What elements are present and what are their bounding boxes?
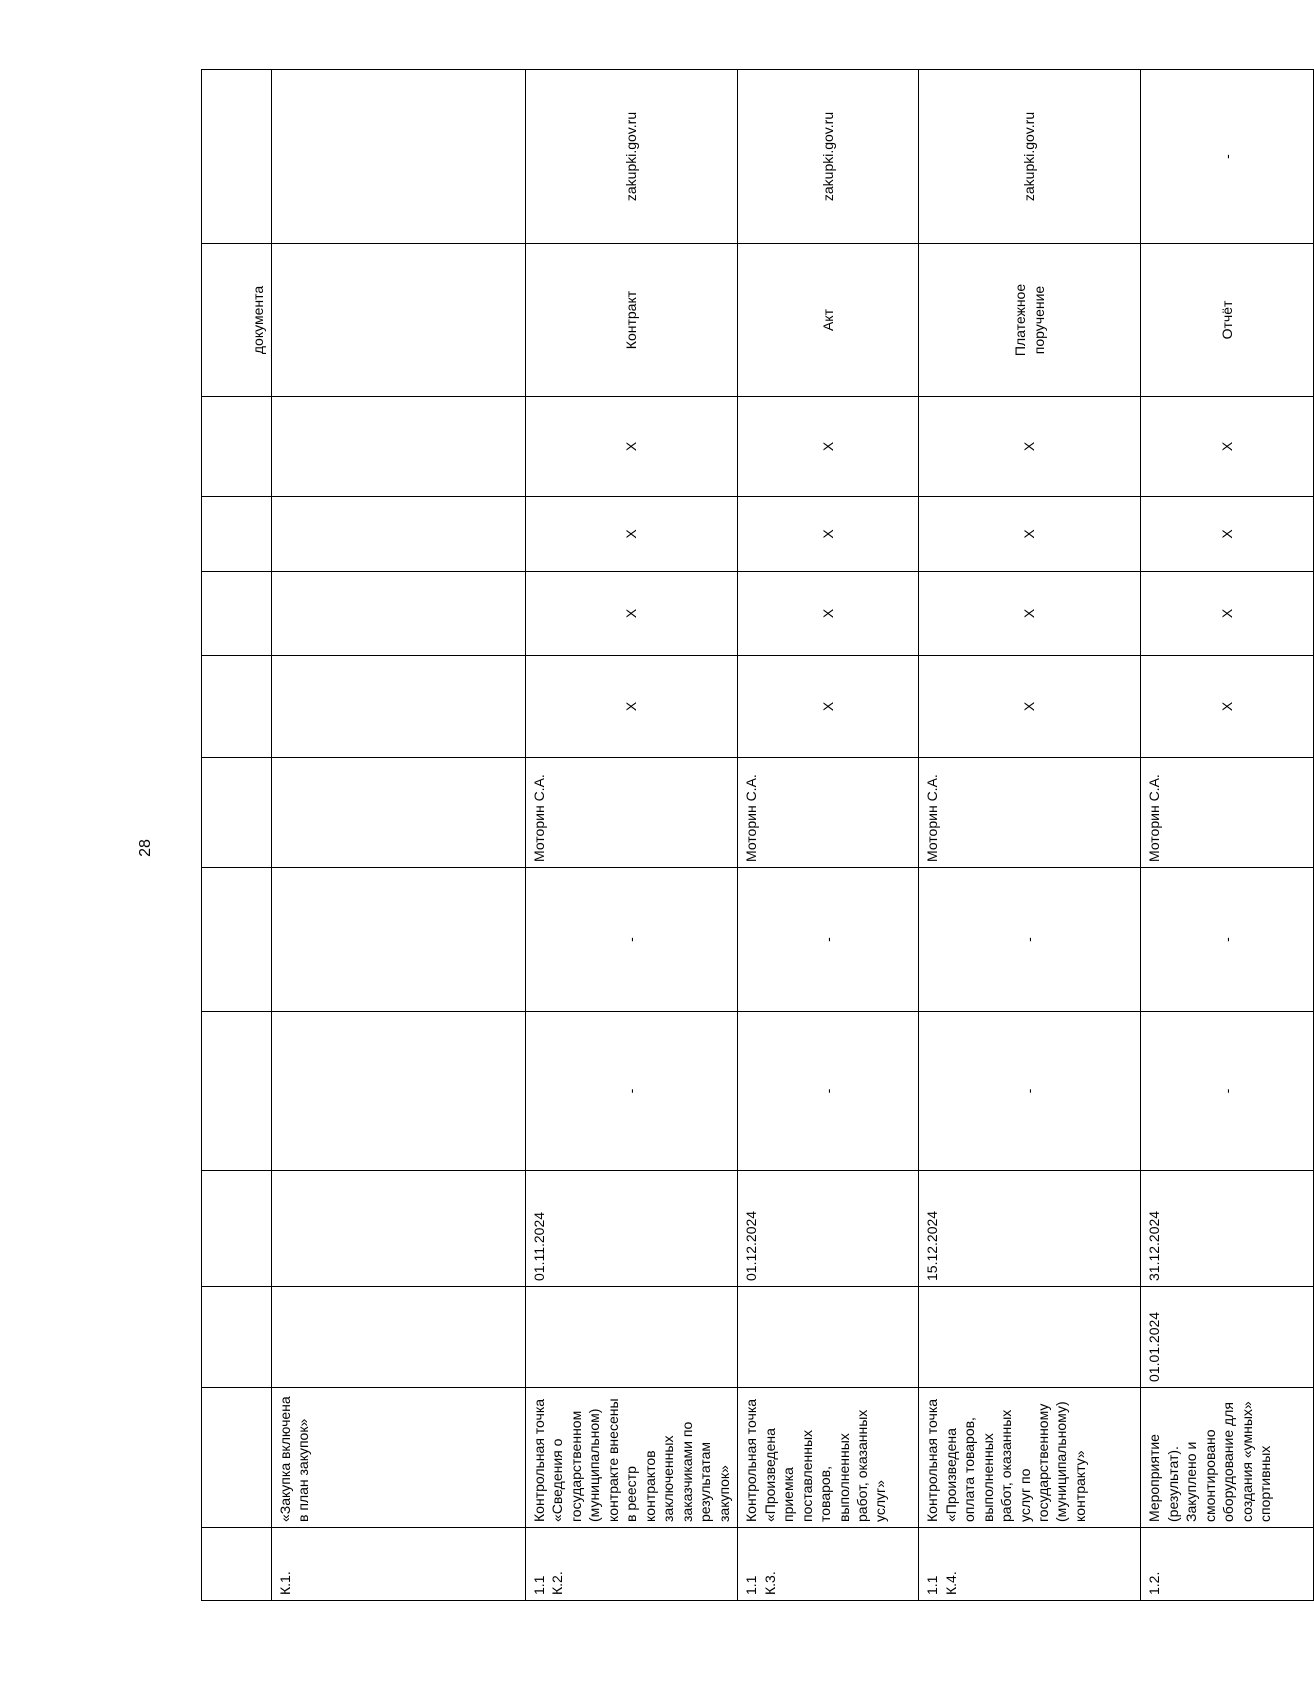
row-number: 1.2. [1141, 1528, 1314, 1601]
row-system: zakupki.gov.ru [526, 70, 738, 244]
row-col4: - [1141, 1012, 1314, 1171]
header-cell [202, 1388, 272, 1528]
row-name: Мероприятие (результат). Закуплено и смонтировано оборудование для создания «умных» спортивных [1141, 1388, 1314, 1528]
header-cell [202, 656, 272, 758]
row-number: 1.1 К.3. [738, 1528, 919, 1601]
row-responsible: Моторин С.А. [919, 758, 1141, 868]
rotated-table-container [201, 70, 1273, 1601]
row-mark: X [526, 497, 738, 572]
header-cell [202, 1171, 272, 1287]
header-cell [202, 758, 272, 868]
row-mark: X [526, 572, 738, 656]
table-row [526, 70, 738, 1601]
table-row [272, 70, 526, 1601]
header-cell [202, 1287, 272, 1388]
row-date-end: 01.11.2024 [526, 1171, 738, 1287]
row-col5: - [919, 868, 1141, 1012]
row-number: 1.1 К.4. [919, 1528, 1141, 1601]
row-date-end: 01.12.2024 [738, 1171, 919, 1287]
row-system: - [1141, 70, 1314, 244]
row-mark: X [738, 572, 919, 656]
row-number: К.1. [272, 1528, 526, 1601]
row-document [272, 244, 526, 397]
row-responsible: Моторин С.А. [738, 758, 919, 868]
row-mark: X [919, 656, 1141, 758]
row-col5: - [1141, 868, 1314, 1012]
row-system [272, 70, 526, 244]
header-cell [202, 497, 272, 572]
row-col4: - [526, 1012, 738, 1171]
row-mark: X [1141, 497, 1314, 572]
document-table [201, 69, 1314, 1601]
row-date-start [526, 1287, 738, 1388]
row-col4: - [738, 1012, 919, 1171]
row-date-start: 01.01.2024 [1141, 1287, 1314, 1388]
row-col4: - [919, 1012, 1141, 1171]
row-date-end: 15.12.2024 [919, 1171, 1141, 1287]
row-name: Контрольная точка «Произведена оплата товаров, выполненных работ, оказанных услуг по государственному (муниципальному) контракту» [919, 1388, 1141, 1528]
row-responsible: Моторин С.А. [526, 758, 738, 868]
row-responsible: Моторин С.А. [1141, 758, 1314, 868]
table-row [1141, 70, 1314, 1601]
row-document: Платежное поручение [919, 244, 1141, 397]
header-cell [202, 868, 272, 1012]
row-date-start [272, 1287, 526, 1388]
row-mark [272, 656, 526, 758]
row-mark: X [1141, 397, 1314, 497]
row-mark: X [919, 497, 1141, 572]
row-mark: X [919, 397, 1141, 497]
row-col5 [272, 868, 526, 1012]
header-cell [202, 572, 272, 656]
row-date-end [272, 1171, 526, 1287]
row-document: Отчёт [1141, 244, 1314, 397]
row-col4 [272, 1012, 526, 1171]
table-header-row [202, 70, 272, 1601]
row-mark [272, 572, 526, 656]
row-date-start [919, 1287, 1141, 1388]
row-name: Контрольная точка «Сведения о государственном (муниципальном) контракте внесены в реестр контрактов заключенных заказчиками по результатам закупок» [526, 1388, 738, 1528]
header-cell [202, 70, 272, 244]
row-mark: X [526, 656, 738, 758]
row-responsible [272, 758, 526, 868]
row-date-start [738, 1287, 919, 1388]
row-mark: X [738, 397, 919, 497]
row-mark: X [526, 397, 738, 497]
row-col5: - [526, 868, 738, 1012]
row-name: Контрольная точка «Произведена приемка поставленных товаров, выполненных работ, оказанных услуг» [738, 1388, 919, 1528]
table-row [738, 70, 919, 1601]
row-mark: X [738, 656, 919, 758]
row-name: «Закупка включена в план закупок» [272, 1388, 526, 1528]
row-mark: X [1141, 572, 1314, 656]
row-date-end: 31.12.2024 [1141, 1171, 1314, 1287]
page-number: 28 [137, 839, 154, 857]
header-document-cell: документа [202, 244, 272, 397]
header-cell [202, 397, 272, 497]
row-system: zakupki.gov.ru [738, 70, 919, 244]
row-mark [272, 397, 526, 497]
row-number: 1.1 К.2. [526, 1528, 738, 1601]
row-mark: X [919, 572, 1141, 656]
row-mark: X [738, 497, 919, 572]
row-system: zakupki.gov.ru [919, 70, 1141, 244]
row-document: Контракт [526, 244, 738, 397]
row-col5: - [738, 868, 919, 1012]
header-cell [202, 1528, 272, 1601]
header-cell [202, 1012, 272, 1171]
row-mark [272, 497, 526, 572]
row-document: Акт [738, 244, 919, 397]
row-mark: X [1141, 656, 1314, 758]
table-row [919, 70, 1141, 1601]
